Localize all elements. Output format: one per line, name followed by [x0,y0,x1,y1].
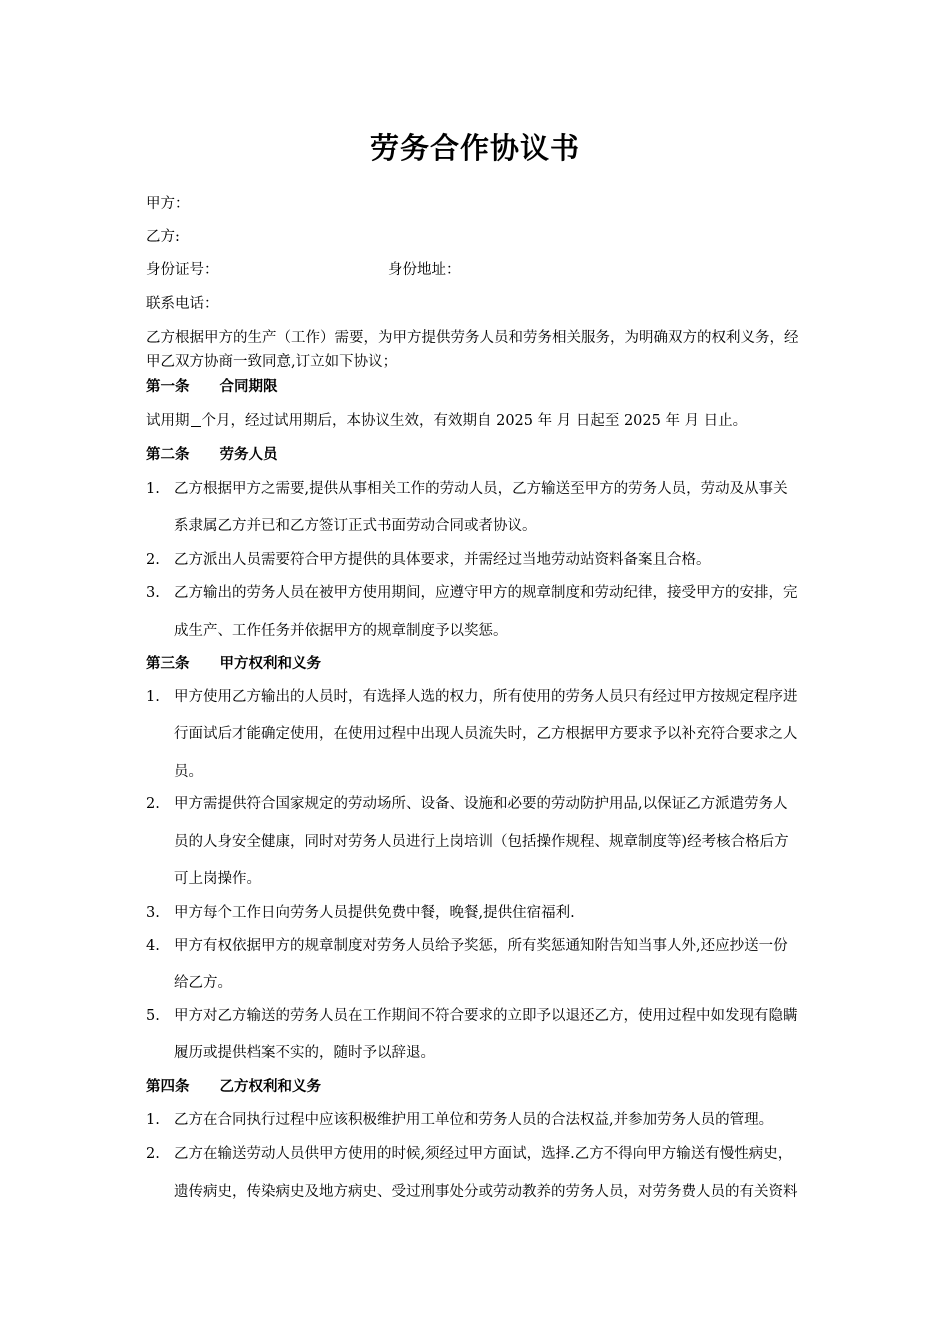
list-item-line: 员。 [174,764,203,780]
term-clause [146,411,747,431]
intro-line-1: 乙方根据甲方的生产（工作）需要，为甲方提供劳务人员和劳务相关服务，为明确双方的权利义务，经 [146,330,799,346]
list-item-line: 行面试后才能确定使用，在使用过程中出现人员流失时，乙方根据甲方要求予以补充符合要求之人 [174,726,798,742]
term-text-b: 个月，经过试用期后，本协议生效，有效期自 2025 年 月 日起至 2025 年 月 日止。 [201,413,748,429]
list-item-line: 甲方需提供符合国家规定的劳动场所、设备、设施和必要的劳动防护用品,以保证乙方派遣劳务人 [174,796,788,812]
party-a-label: 甲方： [146,196,190,212]
term-text-a: 试用期 [146,413,190,429]
section-label: 第三条 [146,655,190,672]
list-item-line: 甲方使用乙方输出的人员时，有选择人选的权力，所有使用的劳务人员只有经过甲方按规定程序进 [174,689,798,705]
list-item-line: 乙方输出的劳务人员在被甲方使用期间，应遵守甲方的规章制度和劳动纪律，接受甲方的安排，完 [174,585,798,601]
list-item-number: 2. [146,796,160,812]
list-item-line: 履历或提供档案不实的，随时予以辞退。 [174,1045,435,1061]
section-label: 第四条 [146,1078,190,1095]
list-item-line: 乙方在输送劳动人员供甲方使用的时候,须经过甲方面试，选择.乙方不得向甲方输送有慢性病史， [174,1146,793,1162]
list-item-number: 3. [146,905,160,921]
term-blank [191,412,201,427]
list-item-line: 乙方在合同执行过程中应该积极维护用工单位和劳务人员的合法权益,并参加劳务人员的管理。 [174,1112,774,1128]
section-title: 甲方权利和义务 [219,655,321,672]
section-label: 第一条 [146,378,190,395]
section-2-heading [146,445,278,465]
list-item-line: 成生产、工作任务并依据甲方的规章制度予以奖惩。 [174,623,508,639]
list-item-number: 1. [146,1112,160,1128]
list-item-number: 1. [146,689,160,705]
document-title: 劳务合作协议书 [369,131,580,165]
section-3-heading [146,654,321,674]
section-1-heading [146,377,278,397]
list-item-line: 乙方根据甲方之需要,提供从事相关工作的劳动人员，乙方输送至甲方的劳务人员，劳动及从事关 [174,481,788,497]
list-item-number: 5. [146,1008,160,1024]
list-item-line: 乙方派出人员需要符合甲方提供的具体要求，并需经过当地劳动站资料备案且合格。 [174,552,711,568]
id-address-label: 身份地址： [388,262,461,278]
list-item-line: 员的人身安全健康，同时对劳务人员进行上岗培训（包括操作规程、规章制度等)经考核合格后方 [174,834,789,850]
section-title: 合同期限 [219,378,278,395]
id-number-label: 身份证号： [146,262,219,278]
list-item-line: 系隶属乙方并已和乙方签订正式书面劳动合同或者协议。 [174,518,537,534]
section-4-heading [146,1077,321,1097]
party-b-label: 乙方: [146,229,180,245]
list-item-number: 3. [146,585,160,601]
section-title: 劳务人员 [219,446,278,463]
list-item-line: 给乙方。 [174,975,232,991]
list-item-line: 可上岗操作。 [174,871,261,887]
list-item-line: 甲方有权依据甲方的规章制度对劳务人员给予奖惩，所有奖惩通知附告知当事人外,还应抄送一份 [174,938,788,954]
list-item-number: 4. [146,938,160,954]
section-title: 乙方权利和义务 [219,1078,321,1095]
list-item-number: 2. [146,552,160,568]
list-item-line: 甲方对乙方输送的劳务人员在工作期间不符合要求的立即予以退还乙方，使用过程中如发现有隐瞒 [174,1008,798,1024]
list-item-line: 甲方每个工作日向劳务人员提供免费中餐，晚餐,提供住宿福利. [174,905,575,921]
section-label: 第二条 [146,446,190,463]
list-item-line: 遗传病史，传染病史及地方病史、受过刑事处分或劳动教养的劳务人员，对劳务费人员的有关资料 [174,1184,798,1200]
list-item-number: 1. [146,481,160,497]
phone-label: 联系电话： [146,296,219,312]
list-item-number: 2. [146,1146,160,1162]
intro-line-2: 甲乙双方协商一致同意,订立如下协议； [146,354,398,370]
